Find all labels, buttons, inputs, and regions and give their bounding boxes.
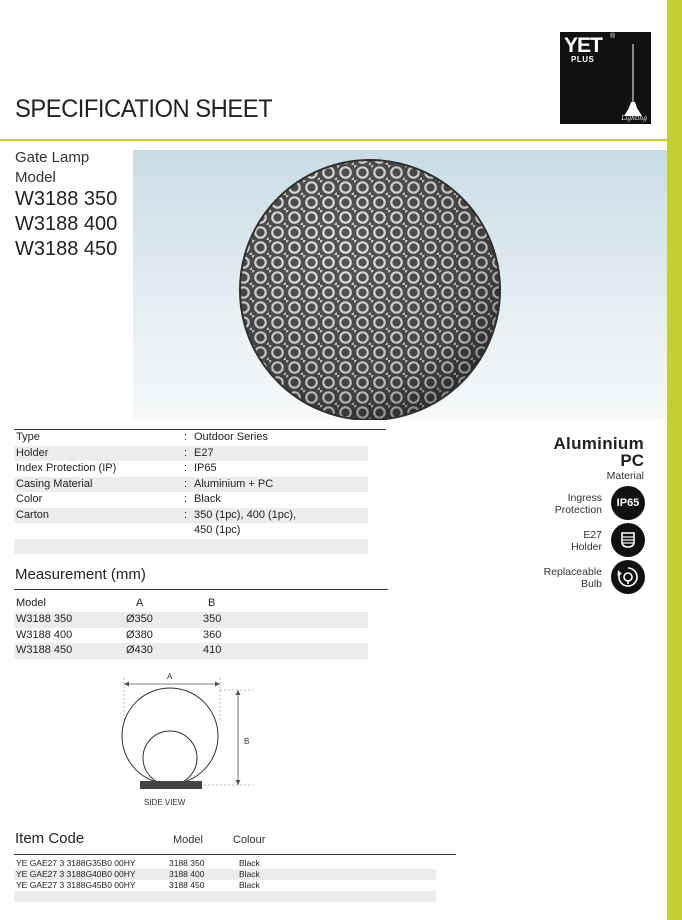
measurement-divider: [14, 589, 388, 590]
material-caption: Material: [606, 470, 644, 482]
measurement-cell: 410: [203, 644, 222, 656]
spec-row: [14, 477, 368, 493]
measurement-cell: Ø380: [126, 629, 153, 641]
spec-value: Aluminium + PC: [194, 477, 274, 490]
spec-value: E27: [194, 446, 214, 459]
item-code-title: Item Code: [15, 830, 85, 847]
model-code: W3188 450: [15, 238, 118, 260]
spec-sep: :: [184, 493, 188, 505]
spec-key: Color: [16, 493, 43, 505]
measurement-cell: W3188 400: [16, 629, 73, 641]
measurement-cell: Ø350: [126, 613, 153, 625]
spec-row: [14, 446, 368, 462]
feature-line: Protection: [554, 504, 602, 516]
spec-sep: :: [184, 446, 188, 459]
spec-key: Casing Material: [16, 477, 93, 490]
logo-text: YET: [564, 34, 602, 57]
measurement-cell: W3188 450: [16, 644, 73, 656]
feature-line: E27: [583, 529, 602, 541]
measurement-header: A: [136, 597, 144, 609]
spec-sep: :: [184, 477, 188, 490]
spec-key: Index Protection (IP): [16, 462, 117, 474]
measurement-row: [14, 612, 368, 628]
ip65-badge-text: IP65: [616, 497, 640, 509]
dimension-a-label: A: [167, 672, 173, 681]
feature-line: Replaceable: [543, 566, 602, 578]
spec-row: [14, 508, 368, 524]
model-label: Model: [15, 169, 56, 186]
dimension-b-label: B: [244, 737, 250, 746]
measurement-cell: 350: [203, 613, 222, 625]
measurement-title: Measurement (mm): [15, 566, 146, 583]
feature-label: [571, 529, 602, 553]
model-code: W3188 400: [15, 213, 118, 235]
side-view-diagram: [115, 668, 265, 810]
spec-row-empty: [14, 539, 368, 555]
logo-sub-text: PLUS: [571, 55, 595, 64]
side-view-caption: SIDE VIEW: [144, 798, 186, 807]
model-code: W3188 350: [15, 188, 118, 210]
spec-key: Carton: [16, 508, 50, 521]
item-code-divider: [14, 854, 456, 855]
measurement-cell: 360: [203, 629, 222, 641]
spec-sep: :: [184, 431, 188, 443]
spec-key: Holder: [16, 446, 49, 459]
dimension-drawing: [115, 668, 265, 810]
logo-registered-mark: ®: [610, 33, 616, 40]
brand-logo: [560, 32, 651, 124]
item-code-cell: YE GAE27 3 3188G40B0 00HY: [16, 869, 136, 879]
spec-row: [14, 492, 368, 508]
item-code-cell: Black: [239, 880, 260, 890]
measurement-cell: W3188 350: [16, 613, 73, 625]
item-code-cell: 3188 350: [169, 858, 205, 868]
item-code-cell: Black: [239, 869, 260, 879]
feature-line: Bulb: [580, 578, 602, 590]
material-line1: Aluminium: [553, 434, 644, 453]
item-code-cell: YE GAE27 3 3188G35B0 00HY: [16, 858, 136, 868]
item-code-row: [14, 869, 436, 880]
accent-side-bar: [667, 0, 682, 920]
logo-script-text: Lighting: [621, 115, 647, 122]
spec-value: Outdoor Series: [194, 431, 268, 443]
measurement-header: Model: [16, 597, 46, 609]
ip65-badge-icon: [611, 486, 645, 520]
spec-value: IP65: [194, 462, 217, 474]
feature-label: [544, 566, 602, 590]
logo-lamp-icon: [560, 32, 651, 124]
feature-label: [555, 492, 602, 516]
measurement-row: [14, 628, 368, 644]
product-name: Gate Lamp: [15, 149, 90, 166]
spec-sep: :: [184, 462, 188, 474]
measurement-cell: Ø430: [126, 644, 153, 656]
feature-line: Ingress: [567, 492, 602, 504]
spec-sep: :: [184, 508, 188, 521]
spec-row: [14, 461, 368, 477]
spec-row: [14, 430, 368, 446]
bulb-holder-icon: [611, 523, 645, 557]
item-code-row: [14, 880, 436, 891]
product-photo: [133, 150, 667, 420]
title-divider: [0, 139, 667, 141]
measurement-row: [14, 643, 368, 659]
spec-value: 450 (1pc): [194, 524, 241, 536]
feature-line: Holder: [571, 541, 602, 553]
material-feature: [553, 434, 644, 482]
item-code-header: Model: [173, 834, 203, 846]
spec-key: Type: [16, 431, 40, 443]
measurement-header-row: [14, 596, 368, 612]
item-code-cell: Black: [239, 858, 260, 868]
item-code-cell: 3188 450: [169, 880, 205, 890]
item-code-row-empty: [14, 891, 436, 902]
page-title: SPECIFICATION SHEET: [15, 95, 273, 123]
item-code-cell: YE GAE27 3 3188G45B0 00HY: [16, 880, 136, 890]
spec-value: Black: [194, 493, 221, 505]
replace-bulb-icon: [611, 560, 645, 594]
material-line2: PC: [620, 451, 644, 470]
spec-row: [14, 523, 368, 539]
item-code-header: Colour: [233, 834, 266, 846]
gate-lamp-image: [133, 150, 667, 420]
measurement-header: B: [208, 597, 216, 609]
item-code-row: [14, 858, 436, 869]
specs-table: [14, 429, 386, 554]
spec-value: 350 (1pc), 400 (1pc),: [194, 508, 297, 521]
item-code-cell: 3188 400: [169, 869, 205, 879]
